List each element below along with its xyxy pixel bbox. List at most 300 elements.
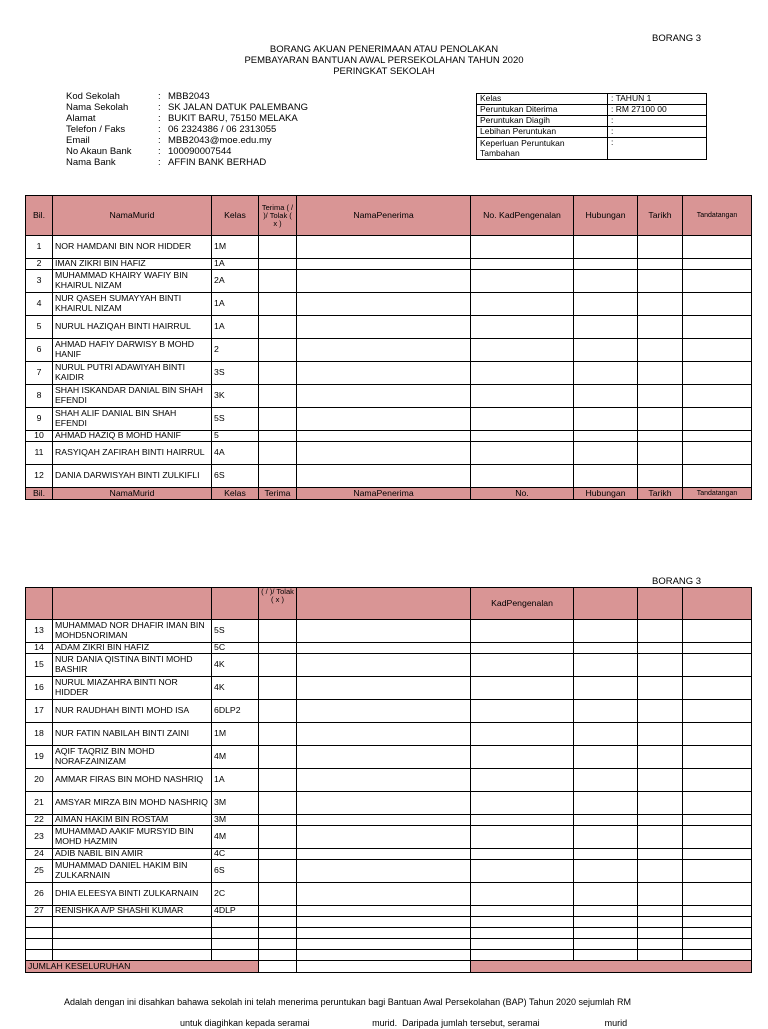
school-info (66, 91, 396, 168)
row-nama: RASYIQAH ZAFIRAH BINTI HAIRRUL (53, 442, 212, 465)
row-terima (259, 917, 297, 928)
row-nama: MUHAMMAD NOR DHAFIR IMAN BIN MOHD5NORIMAN (53, 620, 212, 643)
row-terima (259, 442, 297, 465)
row-tandatangan (683, 677, 752, 700)
table-row (26, 700, 752, 723)
row-penerima (297, 700, 471, 723)
row-tarikh (638, 465, 683, 488)
row-tarikh (638, 293, 683, 316)
row-bil: 17 (26, 700, 53, 723)
row-kelas: 1A (212, 316, 259, 339)
row-tandatangan (683, 465, 752, 488)
row-tarikh (638, 316, 683, 339)
row-tarikh (638, 815, 683, 826)
row-penerima (297, 950, 471, 961)
form-label-2: BORANG 3 (652, 576, 702, 587)
row-bil: 13 (26, 620, 53, 643)
row-bil: 25 (26, 860, 53, 883)
col-tandatangan: Tandatangan (683, 196, 752, 236)
row-kelas (212, 928, 259, 939)
row-tarikh (638, 849, 683, 860)
row-nama: ADAM ZIKRI BIN HAFIZ (53, 643, 212, 654)
row-terima (259, 746, 297, 769)
row-tandatangan (683, 939, 752, 950)
row-kelas: 4C (212, 849, 259, 860)
info-row: No Akaun Bank : 100090007544 (66, 146, 232, 157)
row-hubungan (574, 723, 638, 746)
row-penerima (297, 792, 471, 815)
row-nama: DANIA DARWISYAH BINTI ZULKIFLI (53, 465, 212, 488)
row-kp (471, 654, 574, 677)
row-tarikh (638, 917, 683, 928)
row-terima (259, 385, 297, 408)
row-bil: 19 (26, 746, 53, 769)
title-line-1: BORANG AKUAN PENERIMAAN ATAU PENOLAKAN (269, 44, 499, 55)
info-row: Alamat : BUKIT BARU, 75150 MELAKA (66, 113, 298, 124)
table-row (26, 849, 752, 860)
row-kp (471, 917, 574, 928)
table-row (26, 442, 752, 465)
row-bil: 21 (26, 792, 53, 815)
row-kp (471, 339, 574, 362)
row-tandatangan (683, 849, 752, 860)
row-kp (471, 860, 574, 883)
row-hubungan (574, 815, 638, 826)
row-kelas: 6S (212, 465, 259, 488)
row-hubungan (574, 906, 638, 917)
row-terima (259, 792, 297, 815)
col-terima-2: ( / )/ Tolak ( x ) (259, 588, 297, 620)
table-row (26, 362, 752, 385)
row-kelas: 5C (212, 643, 259, 654)
row-bil: 16 (26, 677, 53, 700)
row-kelas: 5 (212, 431, 259, 442)
row-bil: 18 (26, 723, 53, 746)
row-nama: AHMAD HAFIY DARWISY B MOHD HANIF (53, 339, 212, 362)
row-nama: NURUL HAZIQAH BINTI HAIRRUL (53, 316, 212, 339)
row-tarikh (638, 654, 683, 677)
row-tandatangan (683, 339, 752, 362)
row-bil: 15 (26, 654, 53, 677)
row-bil (26, 917, 53, 928)
row-penerima (297, 431, 471, 442)
row-kp (471, 883, 574, 906)
row-kelas: 6S (212, 860, 259, 883)
row-nama: AQIF TAQRIZ BIN MOHD NORAFZAINIZAM (53, 746, 212, 769)
row-terima (259, 815, 297, 826)
row-tandatangan (683, 700, 752, 723)
row-nama: NUR RAUDHAH BINTI MOHD ISA (53, 700, 212, 723)
table-row (26, 236, 752, 259)
table-row (26, 826, 752, 849)
row-bil: 3 (26, 270, 53, 293)
row-kp (471, 362, 574, 385)
col-kelas: Kelas (212, 196, 259, 236)
row-nama: NUR DANIA QISTINA BINTI MOHD BASHIR (53, 654, 212, 677)
row-tarikh (638, 746, 683, 769)
row-penerima (297, 939, 471, 950)
row-tandatangan (683, 769, 752, 792)
row-hubungan (574, 928, 638, 939)
row-bil: 5 (26, 316, 53, 339)
table-row (26, 906, 752, 917)
table-row (26, 815, 752, 826)
row-tandatangan (683, 362, 752, 385)
row-penerima (297, 746, 471, 769)
row-penerima (297, 465, 471, 488)
row-kelas: 5S (212, 620, 259, 643)
row-nama: RENISHKA A/P SHASHI KUMAR (53, 906, 212, 917)
row-kp (471, 939, 574, 950)
row-bil: 2 (26, 259, 53, 270)
row-bil: 7 (26, 362, 53, 385)
row-hubungan (574, 465, 638, 488)
row-kp (471, 928, 574, 939)
table-row (26, 293, 752, 316)
row-kelas (212, 917, 259, 928)
row-penerima (297, 928, 471, 939)
row-terima (259, 465, 297, 488)
row-bil: 24 (26, 849, 53, 860)
form-label: BORANG 3 (652, 33, 702, 44)
summary-box: Kelas : TAHUN 1 Peruntukan Diterima : RM 27100 00 Peruntukan Diagih : Lebihan Peruntukan : Keperluan Peruntukan Tambahan : (476, 93, 707, 160)
table-row (26, 259, 752, 270)
row-tarikh (638, 442, 683, 465)
table-row (26, 928, 752, 939)
row-nama: DHIA ELEESYA BINTI ZULKARNAIN (53, 883, 212, 906)
col-hubungan: Hubungan (574, 196, 638, 236)
row-kp (471, 700, 574, 723)
row-tarikh (638, 792, 683, 815)
table-row (26, 939, 752, 950)
row-tandatangan (683, 917, 752, 928)
info-row: Email : MBB2043@moe.edu.my (66, 135, 272, 146)
row-terima (259, 362, 297, 385)
row-kp (471, 677, 574, 700)
row-tandatangan (683, 723, 752, 746)
row-hubungan (574, 620, 638, 643)
row-hubungan (574, 643, 638, 654)
table-row (26, 643, 752, 654)
row-kp (471, 906, 574, 917)
row-terima (259, 643, 297, 654)
row-terima (259, 700, 297, 723)
row-terima (259, 849, 297, 860)
row-tarikh (638, 860, 683, 883)
row-tandatangan (683, 385, 752, 408)
row-kp (471, 408, 574, 431)
table-row (26, 677, 752, 700)
row-nama: NUR FATIN NABILAH BINTI ZAINI (53, 723, 212, 746)
row-tandatangan (683, 792, 752, 815)
recipient-table-1 (25, 195, 752, 500)
row-kp (471, 643, 574, 654)
table-row (26, 917, 752, 928)
row-tandatangan (683, 906, 752, 917)
page-title (184, 44, 584, 77)
row-hubungan (574, 746, 638, 769)
row-penerima (297, 815, 471, 826)
row-hubungan (574, 654, 638, 677)
row-kp (471, 815, 574, 826)
row-bil: 12 (26, 465, 53, 488)
row-tandatangan (683, 950, 752, 961)
row-bil: 11 (26, 442, 53, 465)
row-hubungan (574, 792, 638, 815)
row-penerima (297, 654, 471, 677)
row-hubungan (574, 917, 638, 928)
row-nama: ADIB NABIL BIN AMIR (53, 849, 212, 860)
row-tarikh (638, 700, 683, 723)
info-row: Nama Bank : AFFIN BANK BERHAD (66, 157, 267, 168)
row-terima (259, 620, 297, 643)
row-hubungan (574, 849, 638, 860)
row-penerima (297, 362, 471, 385)
row-bil (26, 928, 53, 939)
col-nama: NamaMurid (53, 196, 212, 236)
row-kelas: 3K (212, 385, 259, 408)
row-hubungan (574, 259, 638, 270)
row-bil: 4 (26, 293, 53, 316)
row-kelas: 1M (212, 723, 259, 746)
row-kelas: 3S (212, 362, 259, 385)
row-tarikh (638, 826, 683, 849)
row-hubungan (574, 700, 638, 723)
row-hubungan (574, 339, 638, 362)
row-bil: 9 (26, 408, 53, 431)
row-tandatangan (683, 883, 752, 906)
row-kp (471, 316, 574, 339)
row-tarikh (638, 620, 683, 643)
table-row (26, 950, 752, 961)
row-kelas: 1A (212, 769, 259, 792)
row-penerima (297, 408, 471, 431)
row-tandatangan (683, 442, 752, 465)
row-kelas (212, 950, 259, 961)
row-penerima (297, 849, 471, 860)
row-penerima (297, 259, 471, 270)
declaration-text-2: untuk diagihkan kepada seramai murid. Daripada jumlah tersebut, seramai murid (180, 1018, 628, 1028)
row-kelas: 2A (212, 270, 259, 293)
row-kelas: 5S (212, 408, 259, 431)
info-row: Telefon / Faks : 06 2324386 / 06 2313055 (66, 124, 277, 135)
row-kelas: 1A (212, 259, 259, 270)
row-tarikh (638, 643, 683, 654)
row-kelas: 3M (212, 792, 259, 815)
row-hubungan (574, 950, 638, 961)
row-kelas: 4K (212, 654, 259, 677)
row-bil: 8 (26, 385, 53, 408)
row-kp (471, 431, 574, 442)
table-row (26, 408, 752, 431)
row-kp (471, 950, 574, 961)
row-tarikh (638, 236, 683, 259)
row-tarikh (638, 431, 683, 442)
row-hubungan (574, 826, 638, 849)
row-kp (471, 259, 574, 270)
row-tandatangan (683, 620, 752, 643)
row-kelas: 1A (212, 293, 259, 316)
row-terima (259, 906, 297, 917)
row-tandatangan (683, 826, 752, 849)
row-kp (471, 442, 574, 465)
row-bil (26, 950, 53, 961)
row-hubungan (574, 431, 638, 442)
row-bil: 10 (26, 431, 53, 442)
row-nama: AHMAD HAZIQ B MOHD HANIF (53, 431, 212, 442)
row-terima (259, 769, 297, 792)
row-nama (53, 939, 212, 950)
row-hubungan (574, 408, 638, 431)
title-line-2: PEMBAYARAN BANTUAN AWAL PERSEKOLAHAN TAHUN 2020 (244, 55, 524, 66)
row-tandatangan (683, 293, 752, 316)
row-penerima (297, 826, 471, 849)
table-row (26, 270, 752, 293)
recipient-table-2 (25, 587, 752, 973)
row-tarikh (638, 723, 683, 746)
row-nama (53, 950, 212, 961)
row-hubungan (574, 293, 638, 316)
row-kp (471, 465, 574, 488)
table-row (26, 316, 752, 339)
row-hubungan (574, 385, 638, 408)
row-nama: MUHAMMAD KHAIRY WAFIY BIN KHAIRUL NIZAM (53, 270, 212, 293)
row-kp (471, 270, 574, 293)
row-kelas: 3M (212, 815, 259, 826)
row-bil: 22 (26, 815, 53, 826)
row-bil: 20 (26, 769, 53, 792)
row-tarikh (638, 259, 683, 270)
row-tarikh (638, 270, 683, 293)
row-penerima (297, 906, 471, 917)
row-bil: 23 (26, 826, 53, 849)
table-row (26, 654, 752, 677)
col-kp: No. KadPengenalan (471, 196, 574, 236)
row-terima (259, 950, 297, 961)
declaration-text: Adalah dengan ini disahkan bahawa sekolah ini telah menerima peruntukan bagi Bantuan Awal Persekolahan (BAP) Tahun 2020 sejumlah RM (64, 997, 632, 1007)
row-kelas: 4DLP (212, 906, 259, 917)
row-penerima (297, 442, 471, 465)
row-nama: MUHAMMAD DANIEL HAKIM BIN ZULKARNAIN (53, 860, 212, 883)
row-terima (259, 293, 297, 316)
row-hubungan (574, 939, 638, 950)
row-bil: 1 (26, 236, 53, 259)
row-penerima (297, 339, 471, 362)
row-tandatangan (683, 928, 752, 939)
row-bil: 27 (26, 906, 53, 917)
row-terima (259, 408, 297, 431)
row-hubungan (574, 883, 638, 906)
row-nama: NUR QASEH SUMAYYAH BINTI KHAIRUL NIZAM (53, 293, 212, 316)
row-tarikh (638, 883, 683, 906)
row-terima (259, 883, 297, 906)
col-tarikh: Tarikh (638, 196, 683, 236)
row-penerima (297, 769, 471, 792)
row-bil: 14 (26, 643, 53, 654)
row-kelas: 1M (212, 236, 259, 259)
row-terima (259, 928, 297, 939)
row-kp (471, 849, 574, 860)
row-nama: AMMAR FIRAS BIN MOHD NASHRIQ (53, 769, 212, 792)
row-penerima (297, 917, 471, 928)
row-kp (471, 620, 574, 643)
row-penerima (297, 677, 471, 700)
row-kelas: 2C (212, 883, 259, 906)
col-bil: Bil. (26, 196, 53, 236)
row-tandatangan (683, 654, 752, 677)
table-row (26, 465, 752, 488)
row-terima (259, 339, 297, 362)
row-terima (259, 939, 297, 950)
row-penerima (297, 316, 471, 339)
row-kp (471, 746, 574, 769)
table-row (26, 860, 752, 883)
col-kp-2: KadPengenalan (471, 588, 574, 620)
row-terima (259, 860, 297, 883)
row-penerima (297, 883, 471, 906)
row-nama (53, 917, 212, 928)
row-kelas (212, 939, 259, 950)
row-terima (259, 677, 297, 700)
table-row (26, 339, 752, 362)
table-row (26, 723, 752, 746)
row-penerima (297, 293, 471, 316)
row-penerima (297, 270, 471, 293)
row-penerima (297, 723, 471, 746)
row-tarikh (638, 677, 683, 700)
row-tandatangan (683, 259, 752, 270)
row-hubungan (574, 270, 638, 293)
row-nama: IMAN ZIKRI BIN HAFIZ (53, 259, 212, 270)
row-bil: 6 (26, 339, 53, 362)
row-kp (471, 236, 574, 259)
row-tandatangan (683, 643, 752, 654)
row-nama: NURUL PUTRI ADAWIYAH BINTI KAIDIR (53, 362, 212, 385)
row-hubungan (574, 769, 638, 792)
table-row (26, 746, 752, 769)
row-tarikh (638, 408, 683, 431)
row-tarikh (638, 906, 683, 917)
row-terima (259, 654, 297, 677)
row-kp (471, 769, 574, 792)
row-terima (259, 431, 297, 442)
total-row (26, 961, 752, 973)
row-tandatangan (683, 860, 752, 883)
row-hubungan (574, 236, 638, 259)
row-nama: AMSYAR MIRZA BIN MOHD NASHRIQ (53, 792, 212, 815)
title-line-3: PERINGKAT SEKOLAH (333, 66, 435, 77)
row-tandatangan (683, 408, 752, 431)
row-tarikh (638, 928, 683, 939)
row-kelas: 4M (212, 826, 259, 849)
row-tarikh (638, 769, 683, 792)
table-row (26, 620, 752, 643)
row-kp (471, 723, 574, 746)
row-penerima (297, 236, 471, 259)
row-nama (53, 928, 212, 939)
row-kp (471, 792, 574, 815)
table1-footer: Bil. NamaMurid Kelas Terima NamaPenerima No. Hubungan Tarikh Tandatangan (26, 488, 752, 500)
row-hubungan (574, 677, 638, 700)
row-kp (471, 826, 574, 849)
row-kelas: 2 (212, 339, 259, 362)
row-tarikh (638, 939, 683, 950)
info-row: Nama Sekolah : SK JALAN DATUK PALEMBANG (66, 102, 309, 113)
row-kelas: 4A (212, 442, 259, 465)
table-row (26, 792, 752, 815)
row-nama: SHAH ALIF DANIAL BIN SHAH EFENDI (53, 408, 212, 431)
row-bil (26, 939, 53, 950)
